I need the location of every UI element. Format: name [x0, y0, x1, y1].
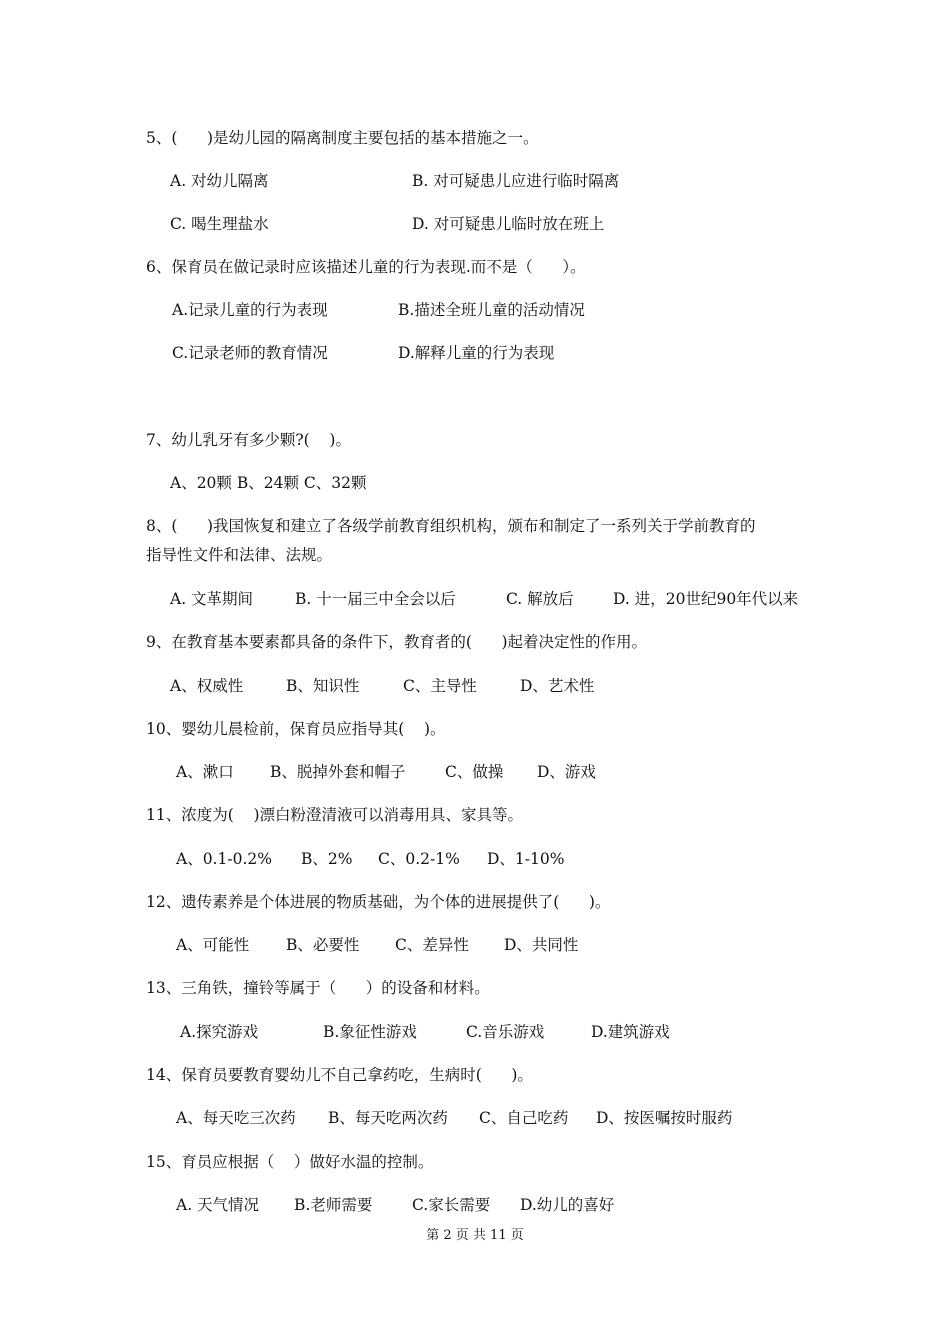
- question-15-option-b: B.老师需要: [294, 1196, 373, 1214]
- question-8-stem: 8、( )我国恢复和建立了各级学前教育组织机构，颁布和制定了一系列关于学前教育的: [146, 517, 756, 535]
- question-10-stem: 10、婴幼儿晨检前，保育员应指导其( )。: [146, 720, 446, 738]
- question-7-stem: 7、幼儿乳牙有多少颗?( )。: [146, 431, 351, 449]
- question-6-option-d: D.解释儿童的行为表现: [398, 344, 555, 362]
- page-number-footer: 第 2 页 共 11 页: [426, 1228, 524, 1243]
- question-14-option-c: C、自己吃药: [479, 1109, 569, 1127]
- question-11-stem: 11、浓度为( )漂白粉澄清液可以消毒用具、家具等。: [146, 806, 524, 824]
- question-13-option-c: C.音乐游戏: [466, 1023, 545, 1041]
- question-8-stem-continued: 指导性文件和法律、法规。: [146, 546, 333, 564]
- question-12-option-c: C、差异性: [395, 936, 469, 954]
- question-11-option-c: C、0.2-1%: [378, 850, 460, 868]
- question-6-option-b: B.描述全班儿童的活动情况: [398, 301, 585, 319]
- question-5-stem: 5、( )是幼儿园的隔离制度主要包括的基本措施之一。: [146, 129, 539, 147]
- question-8-option-c: C. 解放后: [506, 590, 574, 608]
- question-13-stem: 13、三角铁，撞铃等属于（ ）的设备和材料。: [146, 979, 490, 997]
- question-14-option-b: B、每天吃两次药: [328, 1109, 448, 1127]
- question-14-option-d: D、按医嘱按时服药: [596, 1109, 733, 1127]
- question-8-option-b: B. 十一届三中全会以后: [295, 590, 456, 608]
- question-13-option-d: D.建筑游戏: [591, 1023, 670, 1041]
- question-10-option-b: B、脱掉外套和帽子: [270, 763, 406, 781]
- question-9-option-d: D、艺术性: [520, 677, 595, 695]
- question-8-option-d: D. 进，20世纪90年代以来: [613, 590, 799, 608]
- question-5-option-d: D. 对可疑患儿临时放在班上: [412, 215, 605, 233]
- question-13-option-a: A.探究游戏: [180, 1023, 259, 1041]
- question-12-option-b: B、必要性: [286, 936, 360, 954]
- question-9-option-b: B、知识性: [286, 677, 360, 695]
- question-15-stem: 15、育员应根据（ ）做好水温的控制。: [146, 1153, 434, 1171]
- question-5-option-b: B. 对可疑患儿应进行临时隔离: [412, 172, 620, 190]
- question-14-stem: 14、保育员要教育婴幼儿不自己拿药吃，生病时( )。: [146, 1066, 533, 1084]
- question-9-option-a: A、权威性: [170, 677, 244, 695]
- question-12-stem: 12、遗传素养是个体进展的物质基础，为个体的进展提供了( )。: [146, 893, 611, 911]
- question-10-option-a: A、漱口: [176, 763, 234, 781]
- question-11-option-a: A、0.1-0.2%: [176, 850, 272, 868]
- question-5-option-a: A. 对幼儿隔离: [170, 172, 269, 190]
- question-11-option-d: D、1-10%: [487, 850, 565, 868]
- question-12-option-a: A、可能性: [176, 936, 250, 954]
- question-15-option-a: A. 天气情况: [176, 1196, 260, 1214]
- question-11-option-b: B、2%: [301, 850, 353, 868]
- question-6-stem: 6、保育员在做记录时应该描述儿童的行为表现.而不是（ ）。: [146, 258, 586, 276]
- question-10-option-d: D、游戏: [537, 763, 596, 781]
- question-10-option-c: C、做操: [445, 763, 504, 781]
- question-15-option-d: D.幼儿的喜好: [520, 1196, 615, 1214]
- question-8-option-a: A. 文革期间: [170, 590, 254, 608]
- question-9-stem: 9、在教育基本要素都具备的条件下，教育者的( )起着决定性的作用。: [146, 633, 648, 651]
- question-7-options: A、20颗 B、24颗 C、32颗: [170, 474, 367, 492]
- question-6-option-c: C.记录老师的教育情况: [172, 344, 328, 362]
- question-14-option-a: A、每天吃三次药: [176, 1109, 296, 1127]
- question-9-option-c: C、主导性: [403, 677, 477, 695]
- question-15-option-c: C.家长需要: [412, 1196, 491, 1214]
- question-6-option-a: A.记录儿童的行为表现: [172, 301, 328, 319]
- question-13-option-b: B.象征性游戏: [323, 1023, 417, 1041]
- question-12-option-d: D、共同性: [504, 936, 579, 954]
- question-5-option-c: C. 喝生理盐水: [170, 215, 269, 233]
